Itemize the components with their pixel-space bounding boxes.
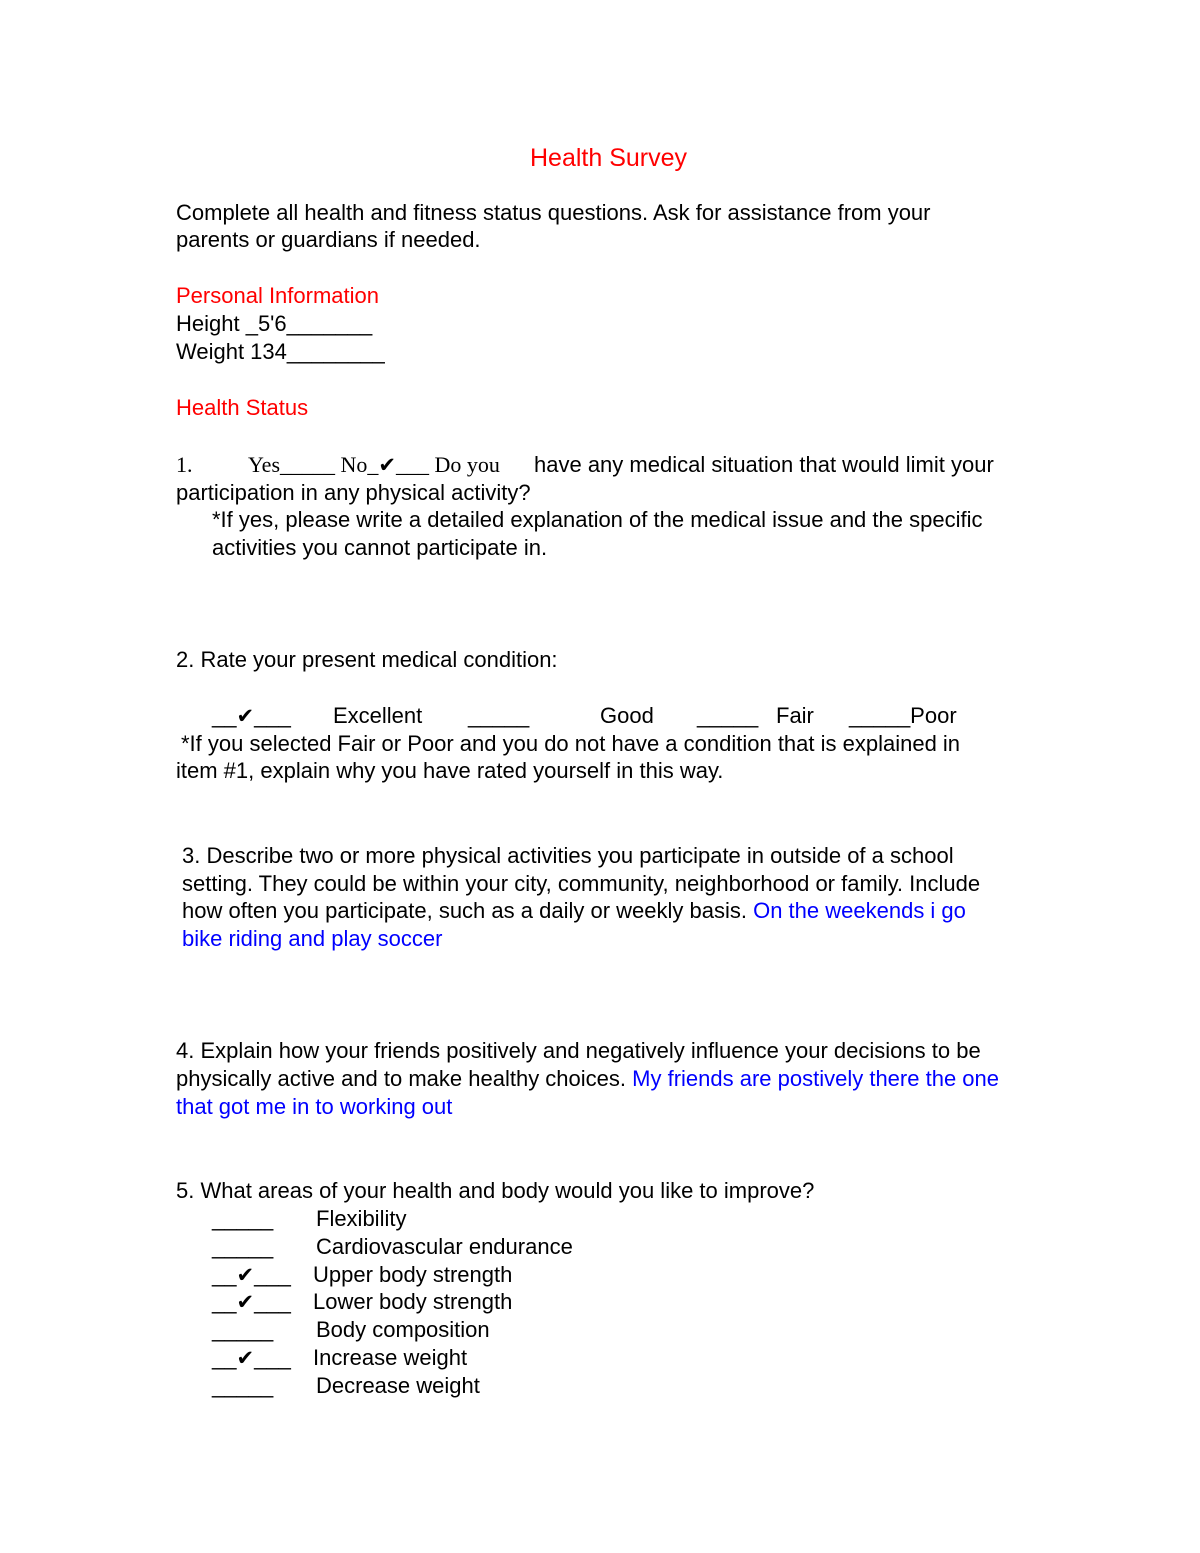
check-icon: ✔ bbox=[236, 1346, 255, 1370]
q3-line-2: setting. They could be within your city, community, neighborhood or family. Include bbox=[182, 871, 981, 896]
q2-good-label: Good bbox=[600, 703, 654, 728]
q1-line-1: have any medical situation that would limit your bbox=[534, 452, 994, 477]
q1-do-label: Do you bbox=[434, 452, 500, 477]
q2-excellent-label: Excellent bbox=[333, 703, 423, 728]
q5-item-label: Increase weight bbox=[313, 1345, 468, 1370]
q1-no-label: No_ bbox=[340, 452, 379, 477]
q5-item-label: Upper body strength bbox=[313, 1262, 513, 1287]
q1-note-line-1: *If yes, please write a detailed explanation of the medical issue and the specific bbox=[212, 507, 983, 532]
q2-good-blank: _____ bbox=[468, 703, 530, 728]
q4-line-2: physically active and to make healthy choices. My friends are postively there the one bbox=[176, 1066, 999, 1091]
q5-item-label: Body composition bbox=[316, 1317, 490, 1342]
weight-field: Weight 134________ bbox=[176, 339, 385, 364]
q3-line-1: 3. Describe two or more physical activities you participate in outside of a school bbox=[182, 843, 954, 868]
q4-answer-line-1: My friends are postively there the one bbox=[632, 1066, 999, 1091]
q5-item-blank-checked: __✔___ bbox=[212, 1262, 291, 1287]
page-title: Health Survey bbox=[530, 144, 688, 172]
q5-item-blank: _____ bbox=[212, 1373, 274, 1398]
q5-item-label: Decrease weight bbox=[316, 1373, 480, 1398]
intro-line-2: parents or guardians if needed. bbox=[176, 227, 481, 252]
q5-item-blank-checked: __✔___ bbox=[212, 1345, 291, 1370]
q5-item-blank-checked: __✔___ bbox=[212, 1289, 291, 1314]
q4-answer-line-2: that got me in to working out bbox=[176, 1094, 453, 1119]
health-status-heading: Health Status bbox=[176, 395, 309, 420]
q2-excellent-check-icon: ✔ bbox=[236, 704, 255, 728]
q5-item-label: Flexibility bbox=[316, 1206, 407, 1231]
q5-question: 5. What areas of your health and body would you like to improve? bbox=[176, 1178, 815, 1203]
q1-note-line-2: activities you cannot participate in. bbox=[212, 535, 548, 560]
q2-note-line-2: item #1, explain why you have rated yourself in this way. bbox=[176, 758, 724, 783]
q5-item-label: Lower body strength bbox=[313, 1289, 513, 1314]
height-field: Height _5'6_______ bbox=[176, 311, 373, 336]
q2-poor-option: _____Poor bbox=[849, 703, 957, 728]
q2-note-line-1: *If you selected Fair or Poor and you do not have a condition that is explained in bbox=[181, 731, 961, 756]
q2-excellent-blank: __✔___ bbox=[212, 703, 291, 728]
q1-no-check-icon: ✔ bbox=[378, 453, 397, 477]
q1-line-2: participation in any physical activity? bbox=[176, 480, 531, 505]
q1-no-tail: ___ bbox=[396, 452, 430, 477]
check-icon: ✔ bbox=[236, 1290, 255, 1314]
q1-yes-option bbox=[248, 451, 500, 479]
q2-question: 2. Rate your present medical condition: bbox=[176, 647, 558, 672]
q5-item-blank: _____ bbox=[212, 1206, 274, 1231]
q2-fair-label: Fair bbox=[776, 703, 814, 728]
q1-yes-label: Yes_____ bbox=[248, 452, 336, 477]
q3-line-3: how often you participate, such as a daily or weekly basis. On the weekends i go bbox=[182, 898, 966, 923]
q3-answer-line-2: bike riding and play soccer bbox=[182, 926, 443, 951]
q4-line-1: 4. Explain how your friends positively and negatively influence your decisions to be bbox=[176, 1038, 981, 1063]
intro-line-1: Complete all health and fitness status questions. Ask for assistance from your bbox=[176, 200, 931, 225]
personal-info-heading: Personal Information bbox=[176, 283, 379, 308]
q5-item-blank: _____ bbox=[212, 1317, 274, 1342]
q5-item-label: Cardiovascular endurance bbox=[316, 1234, 573, 1259]
q5-item-blank: _____ bbox=[212, 1234, 274, 1259]
q3-answer-line-1: On the weekends i go bbox=[753, 898, 966, 923]
check-icon: ✔ bbox=[236, 1263, 255, 1287]
q2-fair-blank: _____ bbox=[697, 703, 759, 728]
q1-number: 1. bbox=[176, 452, 193, 477]
